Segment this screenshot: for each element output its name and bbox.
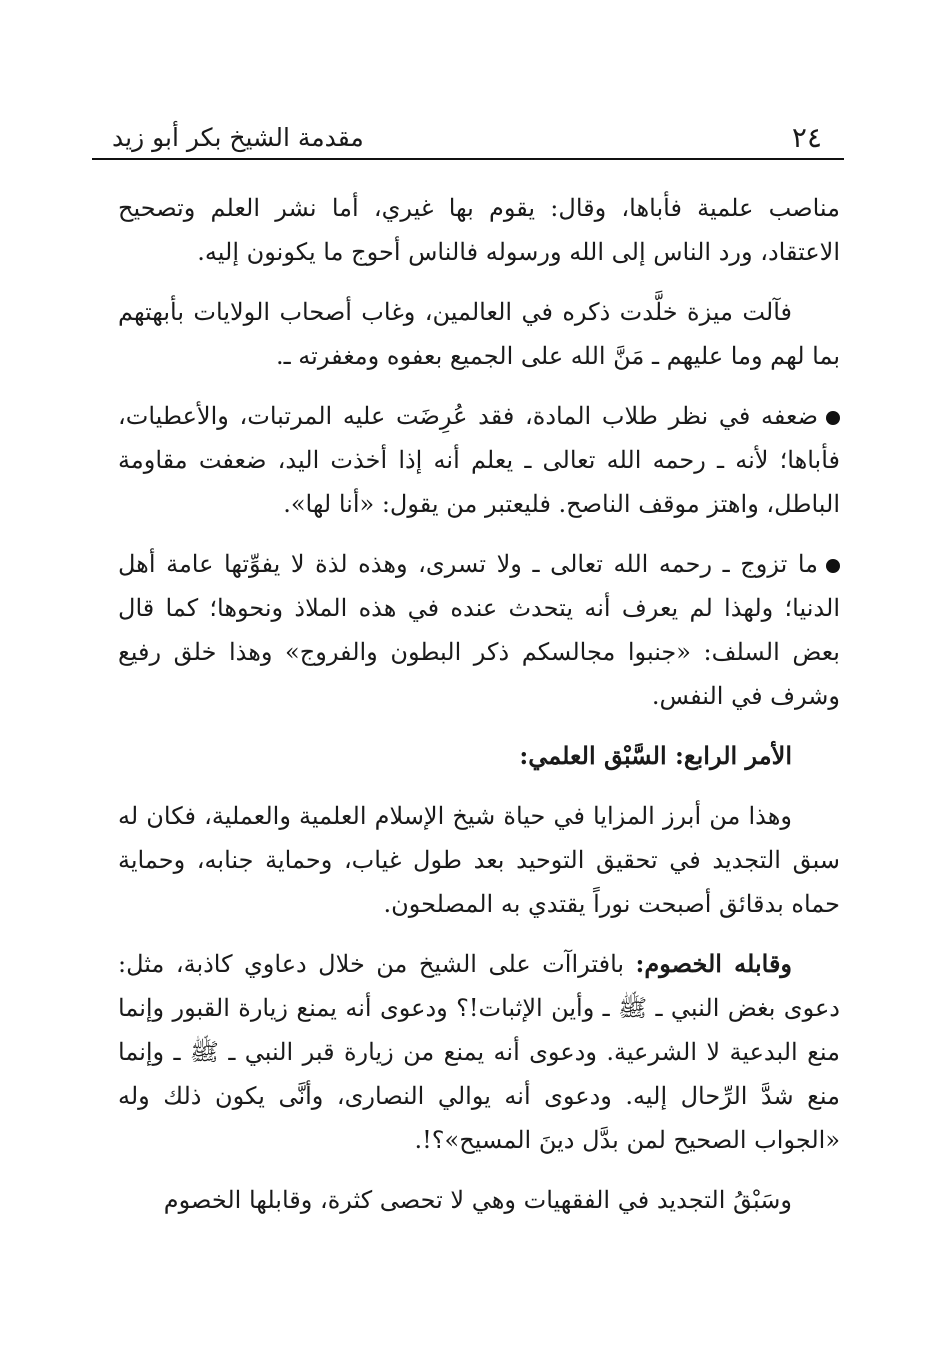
bullet-icon	[826, 559, 840, 573]
bullet-paragraph-2-text: ما تزوج ـ رحمه الله تعالى ـ ولا تسرى، وهذه لذة لا يفوِّتها عامة أهل الدنيا؛ ولهذا لم يعرف أنه يتحدث عنده في هذه الملاذ ونحوها؛ كما قال بعض السلف: «جنبوا مجالسكم ذكر البطون والفروج» وهذا خلق رفيع وشرف في النفس.	[118, 550, 840, 710]
bullet-paragraph-1	[118, 394, 840, 526]
paragraph-4-text: بافتراآت على الشيخ من خلال دعاوي كاذبة، مثل: دعوى بغض النبي ـ ﷺ ـ وأين الإثبات!؟ ودعوى أنه يمنع زيارة القبور وإنما منع البدعية لا الشرعية. ودعوى أنه يمنع من زيارة قبر النبي ـ ﷺ ـ وإنما منع شدَّ الرِّحال إليه. ودعوى أنه يوالي النصارى، وأنَّى يكون ذلك وله «الجواب الصحيح لمن بدَّل دينَ المسيح»؟!.	[118, 950, 840, 1154]
paragraph-3: وهذا من أبرز المزايا في حياة شيخ الإسلام العلمية والعملية، فكان له سبق التجديد في تحقيق التوحيد بعد طول غياب، وحماية جنابه، وحماية حماه بدقائق أصبحت نوراً يقتدي به المصلحون.	[118, 802, 840, 918]
header-title: مقدمة الشيخ بكر أبو زيد	[112, 123, 364, 152]
page-number: ٢٤	[791, 121, 822, 154]
header-rule	[92, 158, 844, 160]
paragraph-5: وسَبْقُ التجديد في الفقهيات وهي لا تحصى كثرة، وقابلها الخصوم	[163, 1186, 792, 1214]
body-text	[118, 186, 840, 1238]
section-heading: الأمر الرابع: السَّبْق العلمي:	[519, 741, 792, 770]
paragraph-1: مناصب علمية فأباها، وقال: يقوم بها غيري، أما نشر العلم وتصحيح الاعتقاد، ورد الناس إلى الله ورسوله فالناس أحوج ما يكونون إليه.	[118, 194, 841, 266]
bullet-icon	[826, 411, 840, 425]
bullet-paragraph-2	[118, 542, 840, 718]
paragraph-4	[118, 942, 840, 1162]
paragraph-4-lead: وقابله الخصوم:	[635, 949, 793, 978]
running-header	[92, 118, 844, 160]
paragraph-2: فآلت ميزة خلَّدت ذكره في العالمين، وغاب أصحاب الولايات بأبهتهم بما لهم وما عليهم ـ مَنَّ الله على الجميع بعفوه ومغفرته ـ.	[118, 298, 840, 370]
bullet-paragraph-1-text: ضعفه في نظر طلاب المادة، فقد عُرِضَت عليه المرتبات، والأعطيات، فأباها؛ لأنه ـ رحمه الله تعالى ـ يعلم أنه إذا أخذت اليد، ضعفت مقاومة الباطل، واهتز موقف الناصح. فليعتبر من يقول: «أنا لها».	[118, 402, 840, 518]
